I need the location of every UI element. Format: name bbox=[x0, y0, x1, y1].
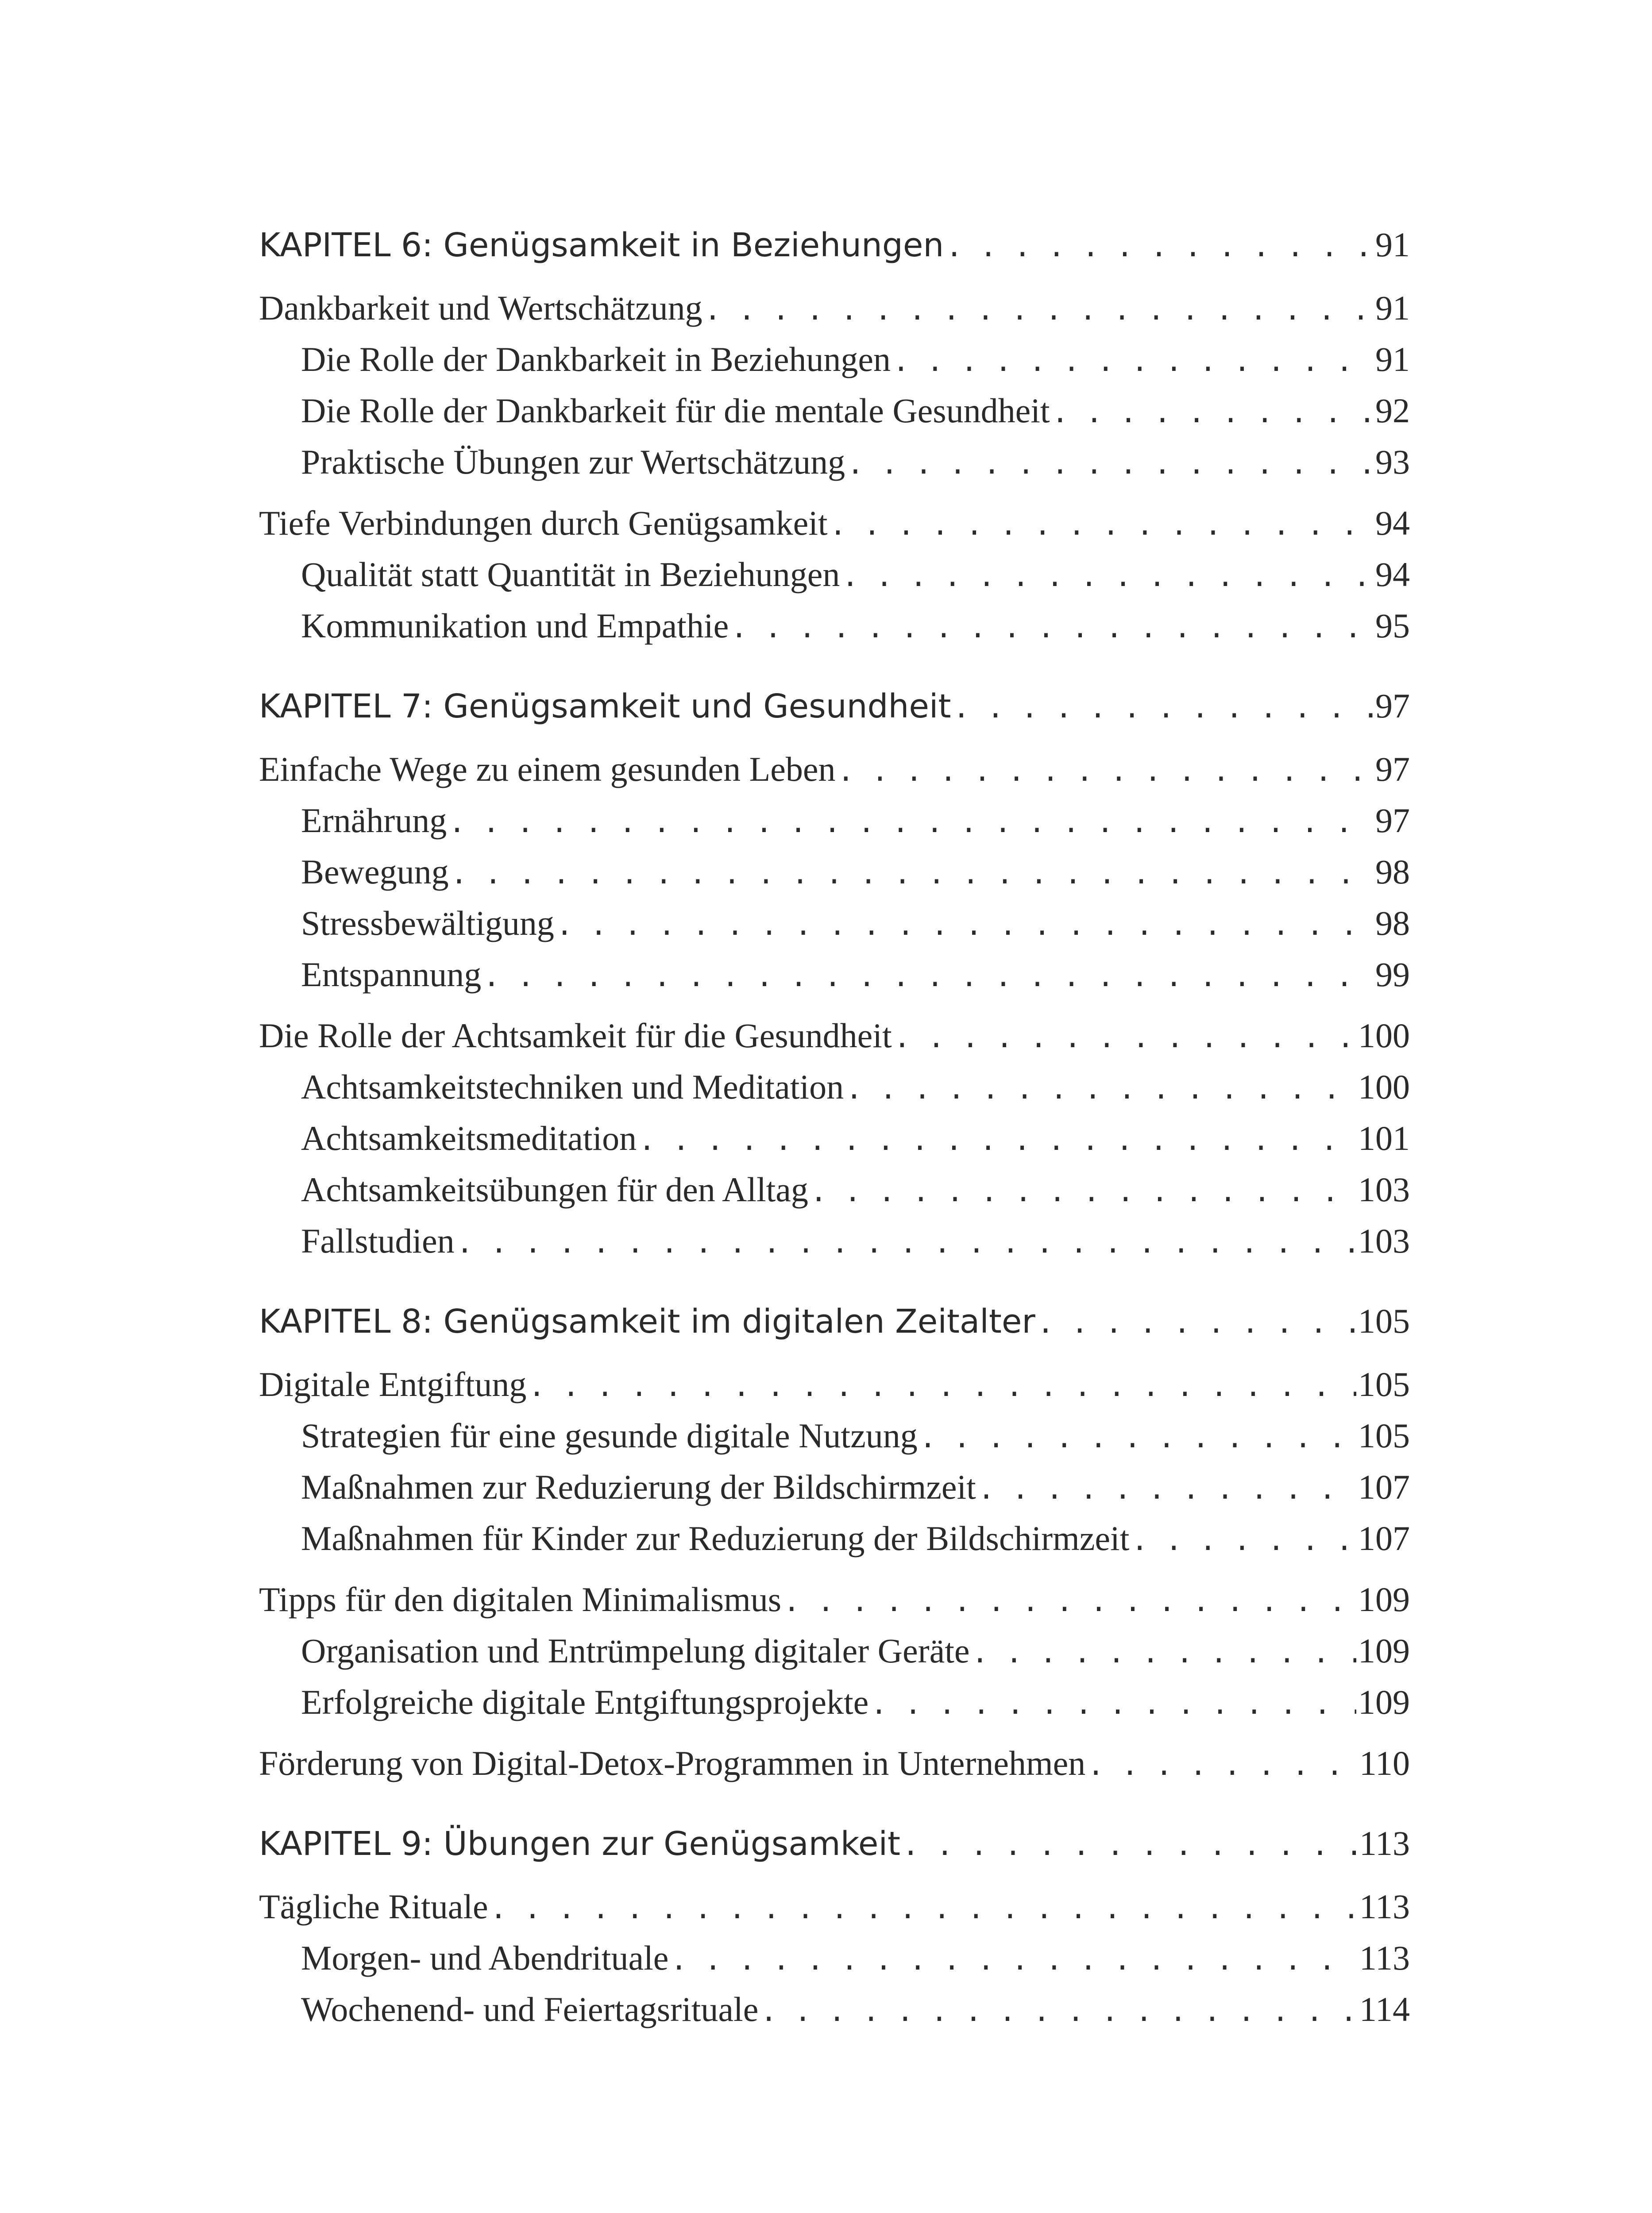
dot-leader bbox=[490, 1883, 1358, 1932]
toc-page-number: 114 bbox=[1359, 1990, 1410, 2028]
toc-page-number: 99 bbox=[1375, 955, 1410, 994]
dot-leader bbox=[870, 1679, 1356, 1728]
toc-subsection-title: Maßnahmen für Kinder zur Reduzierung der Bildschirmzeit bbox=[301, 1519, 1130, 1558]
toc-page-number: 98 bbox=[1375, 904, 1410, 942]
toc-subsection bbox=[259, 949, 1410, 1000]
toc-subsection-title: Maßnahmen zur Reduzierung der Bildschirmzeit bbox=[301, 1468, 976, 1506]
toc-page-number: 91 bbox=[1375, 225, 1410, 264]
toc-subsection-title: Erfolgreiche digitale Entgiftungsprojekte bbox=[301, 1683, 869, 1721]
toc-page-number: 101 bbox=[1358, 1119, 1410, 1157]
toc-page-number: 110 bbox=[1359, 1744, 1410, 1782]
toc-subsection-title: Achtsamkeitstechniken und Meditation bbox=[301, 1068, 844, 1106]
toc-subsection bbox=[259, 1061, 1410, 1113]
toc-chapter-title: KAPITEL 7: Genügsamkeit und Gesundheit bbox=[259, 687, 951, 725]
toc-subsection-title: Strategien für eine gesunde digitale Nutzung bbox=[301, 1416, 918, 1455]
dot-leader bbox=[972, 1627, 1357, 1677]
toc-subsection bbox=[259, 1932, 1410, 1984]
toc-section-title: Dankbarkeit und Wertschätzung bbox=[259, 289, 702, 327]
dot-leader bbox=[838, 746, 1374, 795]
toc-subsection-title: Morgen- und Abendrituale bbox=[301, 1939, 669, 1977]
toc-section bbox=[259, 1010, 1410, 1061]
toc-page-number: 94 bbox=[1375, 555, 1410, 594]
toc-subsection-title: Bewegung bbox=[301, 852, 449, 891]
dot-leader bbox=[841, 551, 1374, 600]
dot-leader bbox=[783, 1576, 1356, 1625]
toc-subsection bbox=[259, 1461, 1410, 1513]
toc-page-number: 100 bbox=[1358, 1016, 1410, 1055]
toc-subsection bbox=[259, 846, 1410, 898]
dot-leader bbox=[451, 848, 1374, 898]
dot-leader bbox=[953, 680, 1374, 734]
toc-page-number: 91 bbox=[1375, 340, 1410, 378]
dot-leader bbox=[638, 1115, 1356, 1164]
toc-chapter-title: KAPITEL 8: Genügsamkeit im digitalen Zeitalter bbox=[259, 1303, 1035, 1341]
toc-page-number: 103 bbox=[1358, 1222, 1410, 1260]
toc-subsection-title: Stressbewältigung bbox=[301, 904, 554, 942]
toc-subsection-title: Fallstudien bbox=[301, 1222, 455, 1260]
toc-page-number: 91 bbox=[1375, 289, 1410, 327]
toc-subsection bbox=[259, 795, 1410, 846]
toc-subsection bbox=[259, 898, 1410, 949]
toc-page-number: 92 bbox=[1375, 391, 1410, 430]
dot-leader bbox=[830, 500, 1374, 549]
toc-subsection bbox=[259, 1410, 1410, 1461]
dot-leader bbox=[704, 285, 1374, 334]
dot-leader bbox=[978, 1464, 1356, 1513]
toc-page-number: 109 bbox=[1358, 1631, 1410, 1670]
dot-leader bbox=[448, 797, 1374, 846]
toc-chapter bbox=[259, 678, 1410, 734]
dot-leader bbox=[919, 1412, 1356, 1461]
toc-subsection bbox=[259, 1625, 1410, 1677]
toc-subsection bbox=[259, 549, 1410, 600]
toc-section bbox=[259, 1738, 1410, 1789]
toc-section bbox=[259, 497, 1410, 549]
toc-subsection bbox=[259, 600, 1410, 652]
dot-leader bbox=[845, 1064, 1356, 1113]
toc-chapter-title: KAPITEL 9: Übungen zur Genügsamkeit bbox=[259, 1825, 901, 1863]
dot-leader bbox=[456, 1218, 1356, 1267]
toc-subsection bbox=[259, 1113, 1410, 1164]
toc-section-title: Die Rolle der Achtsamkeit für die Gesundheit bbox=[259, 1016, 892, 1055]
toc-subsection bbox=[259, 1677, 1410, 1728]
toc-page-number: 105 bbox=[1358, 1302, 1410, 1340]
toc-page-number: 97 bbox=[1375, 750, 1410, 788]
dot-leader bbox=[946, 219, 1374, 273]
dot-leader bbox=[1037, 1295, 1356, 1349]
toc-subsection-title: Qualität statt Quantität in Beziehungen bbox=[301, 555, 840, 594]
toc-chapter bbox=[259, 1293, 1410, 1349]
toc-page-number: 113 bbox=[1359, 1887, 1410, 1926]
toc-subsection-title: Organisation und Entrümpelung digitaler Geräte bbox=[301, 1631, 970, 1670]
dot-leader bbox=[1131, 1515, 1356, 1564]
toc-page-number: 97 bbox=[1375, 801, 1410, 840]
toc-section-title: Förderung von Digital-Detox-Programmen in Unternehmen bbox=[259, 1744, 1086, 1782]
toc-chapter bbox=[259, 1816, 1410, 1871]
toc-page-number: 113 bbox=[1359, 1824, 1410, 1862]
toc-subsection-title: Wochenend- und Feiertagsrituale bbox=[301, 1990, 759, 2028]
toc-section-title: Einfache Wege zu einem gesunden Leben bbox=[259, 750, 836, 788]
dot-leader bbox=[810, 1166, 1356, 1215]
toc-subsection-title: Ernährung bbox=[301, 801, 447, 840]
toc-page-number: 105 bbox=[1358, 1365, 1410, 1403]
toc-section-title: Tipps für den digitalen Minimalismus bbox=[259, 1580, 782, 1619]
toc-page-number: 100 bbox=[1358, 1068, 1410, 1106]
toc-chapter-title: KAPITEL 6: Genügsamkeit in Beziehungen bbox=[259, 226, 944, 264]
toc-subsection-title: Achtsamkeitsübungen für den Alltag bbox=[301, 1170, 808, 1209]
toc-section bbox=[259, 1881, 1410, 1932]
toc-subsection-title: Kommunikation und Empathie bbox=[301, 606, 729, 645]
dot-leader bbox=[760, 1986, 1358, 2035]
toc-subsection bbox=[259, 1513, 1410, 1564]
toc-subsection-title: Entspannung bbox=[301, 955, 482, 994]
toc-subsection bbox=[259, 1164, 1410, 1215]
dot-leader bbox=[670, 1935, 1358, 1984]
toc-page-number: 109 bbox=[1358, 1683, 1410, 1721]
toc-section bbox=[259, 744, 1410, 795]
dot-leader bbox=[556, 900, 1374, 949]
toc-page-number: 103 bbox=[1358, 1170, 1410, 1209]
toc-page-number: 97 bbox=[1375, 686, 1410, 725]
toc-section-title: Tägliche Rituale bbox=[259, 1887, 488, 1926]
dot-leader bbox=[894, 1012, 1356, 1061]
toc-page-number: 105 bbox=[1358, 1416, 1410, 1455]
toc-subsection bbox=[259, 1215, 1410, 1267]
toc-section bbox=[259, 1359, 1410, 1410]
dot-leader bbox=[1087, 1740, 1358, 1789]
toc-subsection bbox=[259, 436, 1410, 488]
toc-section-title: Digitale Entgiftung bbox=[259, 1365, 527, 1403]
toc-page-number: 94 bbox=[1375, 504, 1410, 542]
dot-leader bbox=[1052, 387, 1374, 436]
toc-subsection bbox=[259, 1984, 1410, 2035]
dot-leader bbox=[902, 1818, 1358, 1871]
dot-leader bbox=[847, 439, 1374, 488]
toc-page-number: 113 bbox=[1359, 1939, 1410, 1977]
toc-page-number: 95 bbox=[1375, 606, 1410, 645]
toc-subsection-title: Praktische Übungen zur Wertschätzung bbox=[301, 443, 845, 481]
toc-page-number: 109 bbox=[1358, 1580, 1410, 1619]
dot-leader bbox=[483, 951, 1374, 1000]
dot-leader bbox=[528, 1361, 1356, 1410]
toc-page-number: 93 bbox=[1375, 443, 1410, 481]
toc-subsection-title: Die Rolle der Dankbarkeit in Beziehungen bbox=[301, 340, 891, 378]
dot-leader bbox=[892, 336, 1374, 385]
toc-section bbox=[259, 282, 1410, 334]
toc-section-title: Tiefe Verbindungen durch Genügsamkeit bbox=[259, 504, 828, 542]
toc-subsection-title: Die Rolle der Dankbarkeit für die mentale Gesundheit bbox=[301, 391, 1050, 430]
toc-chapter bbox=[259, 217, 1410, 273]
table-of-contents bbox=[259, 217, 1410, 2035]
toc-subsection bbox=[259, 334, 1410, 385]
toc-subsection-title: Achtsamkeitsmeditation bbox=[301, 1119, 637, 1157]
toc-section bbox=[259, 1574, 1410, 1625]
toc-subsection bbox=[259, 385, 1410, 436]
toc-page-number: 107 bbox=[1358, 1468, 1410, 1506]
dot-leader bbox=[730, 602, 1374, 652]
toc-page-number: 98 bbox=[1375, 852, 1410, 891]
toc-page-number: 107 bbox=[1358, 1519, 1410, 1558]
